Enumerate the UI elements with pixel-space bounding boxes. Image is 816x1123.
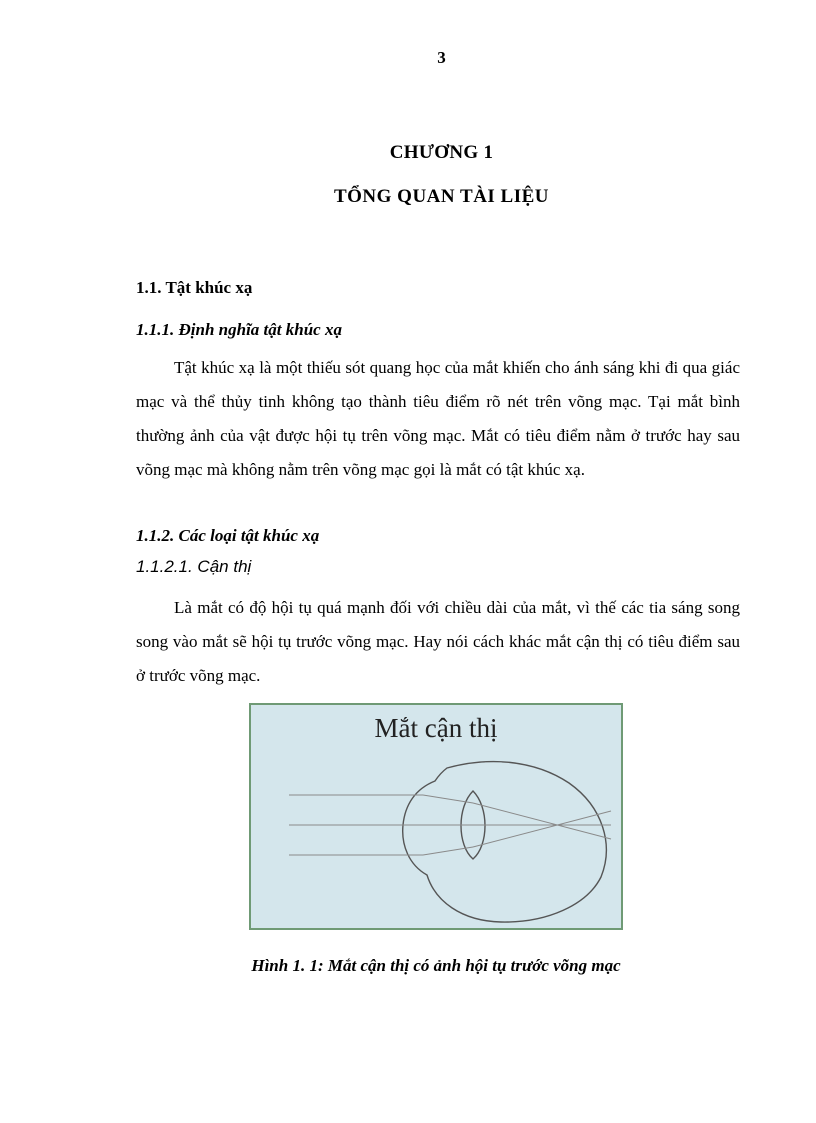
myopia-eye-figure: [249, 703, 623, 930]
refracted-ray-top-2: [473, 803, 611, 839]
page-number: 3: [437, 48, 446, 67]
definition-paragraph: Tật khúc xạ là một thiếu sót quang học của mắt khiến cho ánh sáng khi đi qua giác mạc và thể thủy tinh không tạo thành tiêu điểm rõ nét trên võng mạc. Tại mắt bình thường ảnh của vật được hội tụ trên võng mạc. Mắt có tiêu điểm nằm ở trước hay sau võng mạc mà không nằm trên võng mạc gọi là mắt có tật khúc xạ.: [136, 358, 740, 479]
figure-image-title: Mắt cận thị: [374, 713, 498, 743]
chapter-number: CHƯƠNG 1: [389, 142, 494, 163]
refracted-ray-bottom: [423, 847, 473, 855]
figure-caption: Hình 1. 1: Mắt cận thị có ảnh hội tụ trước võng mạc: [251, 956, 621, 975]
refracted-ray-bottom-2: [473, 811, 611, 847]
section-heading-1-1-1: 1.1.1. Định nghĩa tật khúc xạ: [136, 320, 342, 339]
section-heading-1-1-2-1: 1.1.2.1. Cận thị: [136, 557, 252, 576]
eyeball-outline: [403, 762, 607, 922]
section-heading-1-1-2: 1.1.2. Các loại tật khúc xạ: [136, 526, 320, 545]
myopia-paragraph: Là mắt có độ hội tụ quá mạnh đối với chiều dài của mắt, vì thế các tia sáng song song vào mắt sẽ hội tụ trước võng mạc. Hay nói cách khác mắt cận thị có tiêu điểm sau ở trước võng mạc.: [136, 598, 740, 685]
refracted-ray-top: [423, 795, 473, 803]
section-heading-1-1: 1.1. Tật khúc xạ: [136, 278, 253, 297]
chapter-title: TỔNG QUAN TÀI LIỆU: [333, 186, 550, 207]
